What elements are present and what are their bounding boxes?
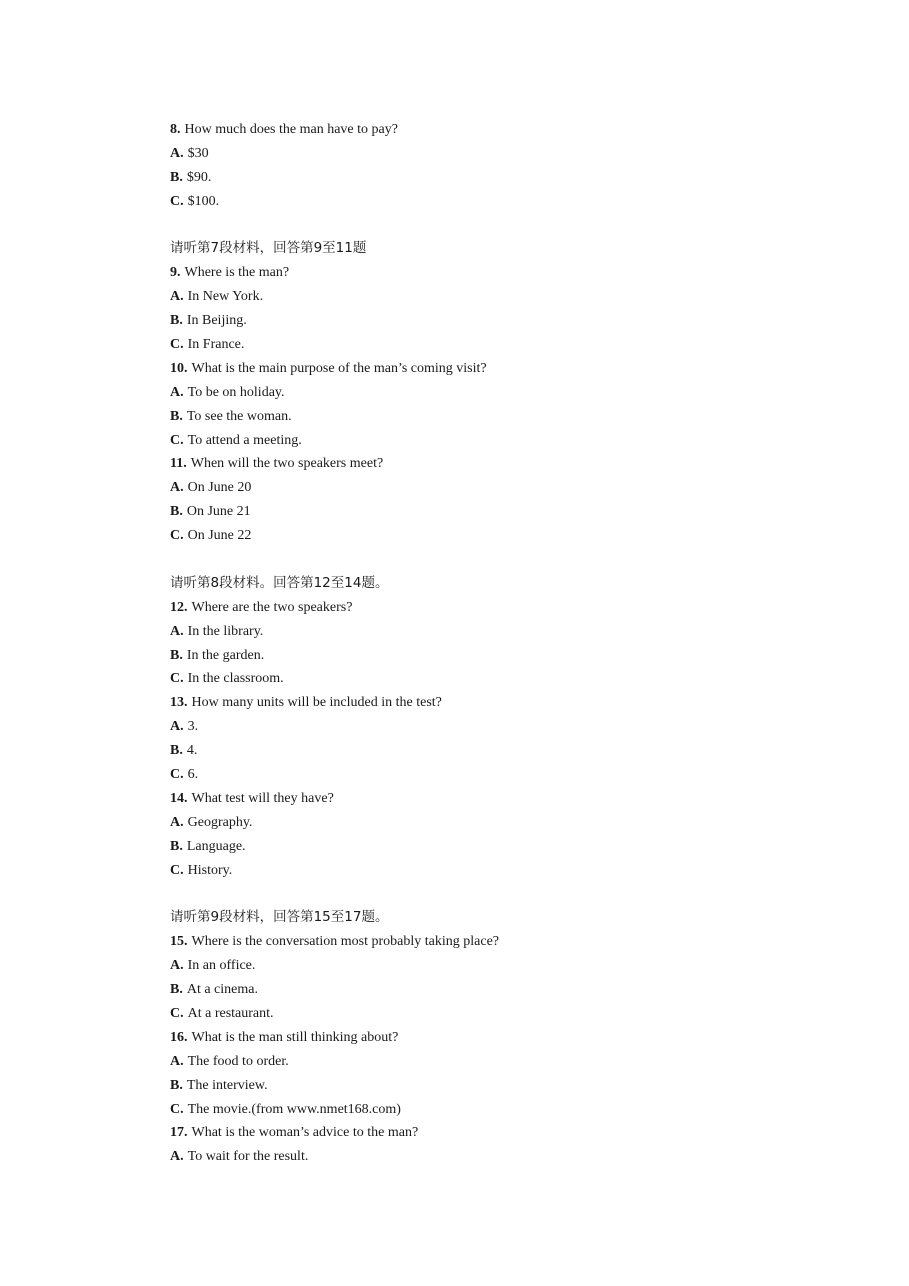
option-letter: B. — [170, 313, 183, 329]
question-number: 8. — [170, 122, 181, 137]
question-text: Where is the man? — [184, 265, 290, 281]
option-line — [170, 309, 870, 333]
question-text: Where are the two speakers? — [191, 599, 353, 615]
question-text: What is the woman’s advice to the man? — [191, 1125, 419, 1141]
question-text: How many units will be included in the test? — [191, 695, 442, 711]
option-line — [170, 859, 870, 883]
option-letter: A. — [170, 814, 184, 830]
option-text: At a restaurant. — [187, 1005, 274, 1021]
option-text: The movie.(from www.nmet168.com) — [187, 1101, 401, 1117]
section-spacer — [170, 548, 870, 572]
option-letter: C. — [170, 432, 184, 448]
document-content — [170, 118, 870, 1169]
option-line — [170, 1145, 870, 1169]
option-text: 3. — [187, 719, 199, 735]
question-line — [170, 691, 870, 715]
option-letter: A. — [170, 1149, 184, 1165]
option-letter: B. — [170, 982, 183, 998]
option-text: To wait for the result. — [187, 1149, 309, 1165]
option-letter: A. — [170, 1053, 184, 1069]
option-text: History. — [187, 862, 233, 878]
option-text: In the classroom. — [187, 671, 284, 687]
question-line — [170, 118, 870, 142]
option-line — [170, 524, 870, 548]
question-number: 16. — [170, 1029, 188, 1045]
option-line — [170, 763, 870, 787]
option-line — [170, 954, 870, 978]
option-line — [170, 142, 870, 166]
option-text: In an office. — [187, 958, 256, 974]
option-text: The food to order. — [187, 1053, 289, 1069]
option-text: In New York. — [187, 289, 264, 305]
question-number: 11. — [170, 456, 187, 472]
question-number: 13. — [170, 695, 188, 711]
option-letter: C. — [170, 1101, 184, 1117]
question-line — [170, 596, 870, 620]
option-letter: B. — [170, 647, 183, 663]
option-letter: A. — [170, 623, 184, 639]
option-letter: C. — [170, 1005, 184, 1021]
option-line — [170, 835, 870, 859]
question-line — [170, 1121, 870, 1145]
option-text: Geography. — [187, 814, 253, 830]
section-heading: 请听第9段材料，回答第15至17题。 — [170, 909, 389, 926]
option-letter: A. — [170, 384, 184, 400]
option-line — [170, 190, 870, 214]
question-text: How much does the man have to pay? — [184, 122, 398, 137]
option-letter: C. — [170, 528, 184, 544]
option-text: To be on holiday. — [187, 384, 285, 400]
option-letter: B. — [170, 1077, 183, 1093]
option-text: On June 22 — [187, 528, 252, 544]
question-number: 17. — [170, 1125, 188, 1141]
option-text: In the library. — [187, 623, 264, 639]
option-line — [170, 1098, 870, 1122]
option-line — [170, 166, 870, 190]
section-heading: 请听第8段材料。回答第12至14题。 — [170, 574, 389, 591]
option-line — [170, 620, 870, 644]
option-letter: C. — [170, 337, 184, 353]
option-letter: B. — [170, 408, 183, 424]
option-text: 4. — [186, 743, 198, 759]
option-line — [170, 1002, 870, 1026]
question-number: 9. — [170, 265, 181, 281]
option-line — [170, 978, 870, 1002]
option-text: To attend a meeting. — [187, 432, 302, 448]
option-letter: B. — [170, 838, 183, 854]
option-line — [170, 715, 870, 739]
option-line — [170, 405, 870, 429]
option-text: On June 21 — [186, 504, 251, 520]
question-number: 10. — [170, 360, 188, 376]
option-text: 6. — [187, 767, 199, 783]
option-letter: C. — [170, 767, 184, 783]
section-heading: 请听第7段材料，回答第9至11题 — [170, 240, 367, 257]
option-letter: C. — [170, 671, 184, 687]
option-line — [170, 739, 870, 763]
question-number: 12. — [170, 599, 188, 615]
option-text: At a cinema. — [186, 982, 258, 998]
option-text: In Beijing. — [186, 313, 247, 329]
option-letter: A. — [170, 958, 184, 974]
option-text: Language. — [186, 838, 246, 854]
option-text: $100. — [187, 193, 220, 209]
option-letter: A. — [170, 719, 184, 735]
option-text: To see the woman. — [186, 408, 292, 424]
option-line — [170, 500, 870, 524]
option-text: On June 20 — [187, 480, 252, 496]
question-line — [170, 261, 870, 285]
option-letter: C. — [170, 193, 184, 209]
option-text: $90. — [186, 169, 212, 185]
option-line — [170, 476, 870, 500]
option-line — [170, 811, 870, 835]
question-text: What test will they have? — [191, 790, 334, 806]
option-line — [170, 381, 870, 405]
option-line — [170, 333, 870, 357]
question-line — [170, 357, 870, 381]
section-spacer — [170, 883, 870, 907]
question-number: 14. — [170, 790, 188, 806]
question-text: When will the two speakers meet? — [190, 456, 384, 472]
question-text: What is the main purpose of the man’s coming visit? — [191, 360, 487, 376]
option-letter: C. — [170, 862, 184, 878]
question-line — [170, 1026, 870, 1050]
option-text: In France. — [187, 337, 245, 353]
option-letter: A. — [170, 480, 184, 496]
option-letter: B. — [170, 504, 183, 520]
option-line — [170, 644, 870, 668]
question-number: 15. — [170, 934, 188, 950]
section-spacer — [170, 214, 870, 238]
option-letter: B. — [170, 169, 183, 185]
option-line — [170, 1050, 870, 1074]
option-line — [170, 667, 870, 691]
question-text: Where is the conversation most probably taking place? — [191, 934, 500, 950]
option-text: The interview. — [186, 1077, 268, 1093]
option-letter: A. — [170, 145, 184, 161]
question-line — [170, 787, 870, 811]
option-line — [170, 1074, 870, 1098]
question-line — [170, 452, 870, 476]
option-letter: A. — [170, 289, 184, 305]
option-line — [170, 285, 870, 309]
option-text: In the garden. — [186, 647, 265, 663]
option-text: $30 — [187, 145, 209, 161]
option-line — [170, 429, 870, 453]
question-line — [170, 930, 870, 954]
option-letter: B. — [170, 743, 183, 759]
question-text: What is the man still thinking about? — [191, 1029, 399, 1045]
